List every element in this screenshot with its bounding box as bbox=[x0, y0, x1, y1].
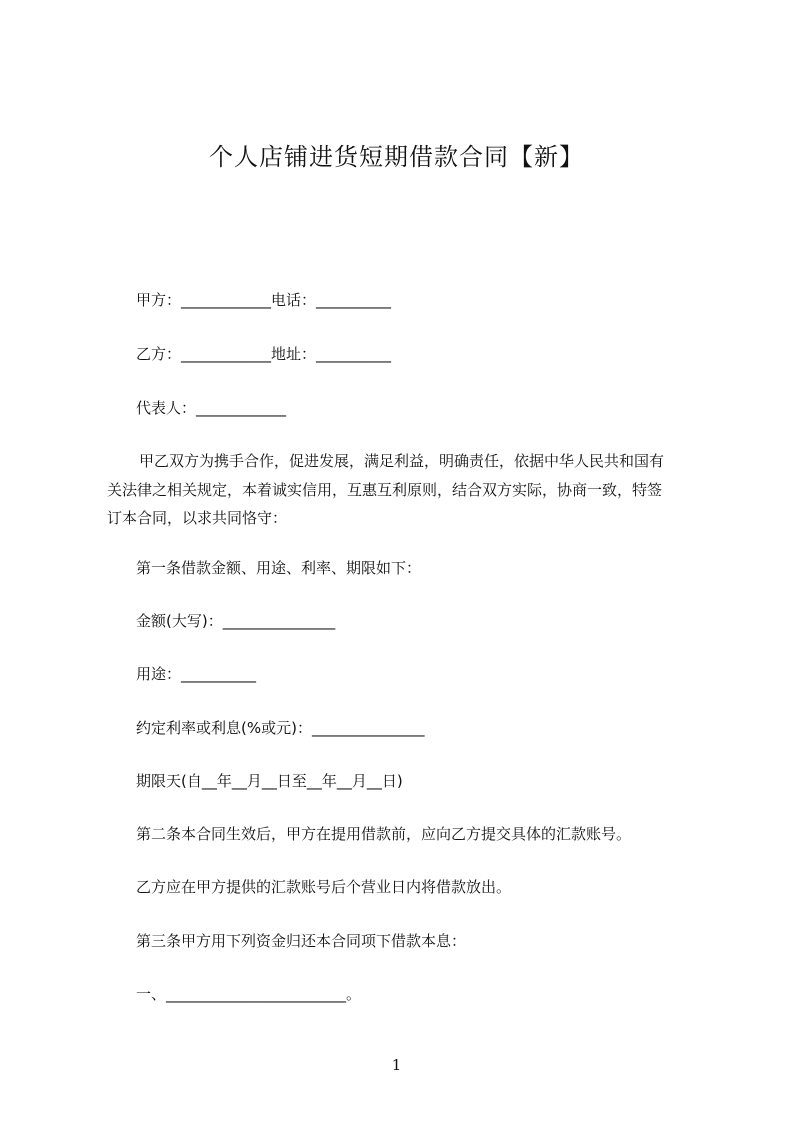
intro-paragraph-line-3: 订本合同，以求共同恪守： bbox=[107, 509, 288, 527]
purpose-line: 用途：__________ bbox=[136, 665, 257, 683]
article-3-heading: 第三条甲方用下列资金归还本合同项下借款本息： bbox=[136, 932, 467, 950]
intro-paragraph bbox=[107, 447, 706, 533]
document-title: 个人店铺进货短期借款合同【新】 bbox=[209, 143, 584, 171]
disbursement-line: 乙方应在甲方提供的汇款账号后个营业日内将借款放出。 bbox=[136, 878, 512, 896]
intro-paragraph-line-1: 甲乙双方为携手合作，促进发展，满足利益，明确责任，依据中华人民共和国有 bbox=[139, 452, 665, 470]
page-number: 1 bbox=[391, 1056, 402, 1074]
amount-line: 金额(大写)：_______________ bbox=[136, 612, 336, 630]
term-line: 期限天(自__年__月__日至__年__月__日) bbox=[136, 772, 403, 790]
interest-line: 约定利率或利息(%或元)：_______________ bbox=[136, 719, 425, 737]
party-a-line: 甲方：____________电话：__________ bbox=[136, 291, 392, 309]
representative-line: 代表人：____________ bbox=[136, 399, 287, 417]
repayment-item-1: 一、________________________。 bbox=[136, 985, 362, 1003]
article-2-line: 第二条本合同生效后，甲方在提用借款前，应向乙方提交具体的汇款账号。 bbox=[136, 825, 632, 843]
article-1-heading: 第一条借款金额、用途、利率、期限如下： bbox=[136, 559, 422, 577]
intro-paragraph-line-2: 关法律之相关规定，本着诚实信用，互惠互利原则，结合双方实际，协商一致，特签 bbox=[107, 480, 663, 499]
party-b-line: 乙方：____________地址：__________ bbox=[136, 345, 392, 363]
